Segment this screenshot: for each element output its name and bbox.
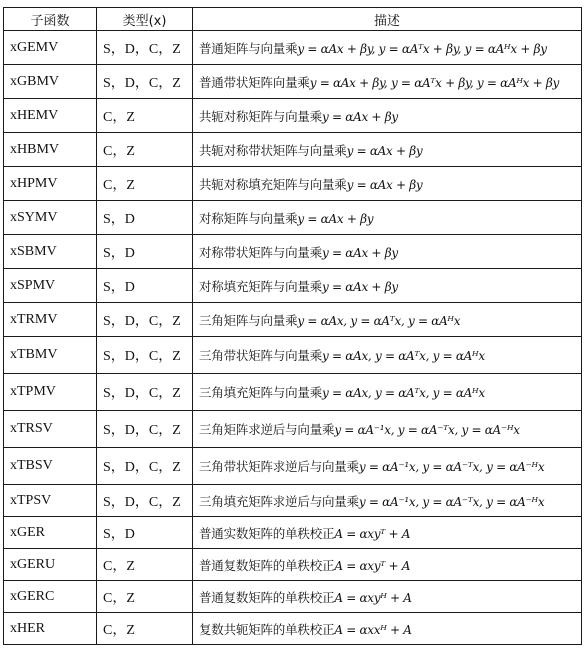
table-row bbox=[4, 374, 582, 411]
desc-formula: y = αA⁻¹x, y = αA⁻ᵀx, y = αA⁻ᴴx bbox=[358, 460, 545, 474]
cell-name: xHER bbox=[4, 613, 97, 645]
table-row bbox=[4, 65, 582, 99]
cell-name: xGERC bbox=[4, 581, 97, 613]
desc-formula: y = αAx, y = αAᵀx, y = αAᴴx bbox=[322, 386, 485, 400]
desc-text: 普通复数矩阵的单秩校正 bbox=[199, 589, 335, 605]
cell-types: S，D bbox=[97, 269, 193, 303]
cell-desc bbox=[193, 31, 582, 65]
cell-name: xSPMV bbox=[4, 269, 97, 303]
desc-text: 共轭对称填充矩阵与向量乘 bbox=[199, 176, 347, 192]
table-row bbox=[4, 448, 582, 485]
desc-formula: y = αAx + βy, y = αAᵀx + βy, y = αAᴴx + βy bbox=[309, 75, 560, 90]
cell-types: C，Z bbox=[97, 99, 193, 133]
desc-formula: y = αAx + βy bbox=[346, 143, 423, 158]
desc-formula: y = αAx + βy bbox=[322, 245, 398, 260]
table-row bbox=[4, 517, 582, 549]
table-row bbox=[4, 99, 582, 133]
cell-desc bbox=[193, 374, 582, 411]
table-row bbox=[4, 235, 582, 269]
cell-name: xTBSV bbox=[4, 448, 97, 485]
desc-text: 普通实数矩阵的单秩校正 bbox=[199, 525, 335, 541]
table-row bbox=[4, 269, 582, 303]
cell-types: S，D，C，Z bbox=[97, 485, 193, 517]
cell-desc bbox=[193, 167, 582, 201]
cell-name: xSYMV bbox=[4, 201, 97, 235]
desc-formula: y = αAx + βy bbox=[297, 211, 374, 226]
cell-types: S，D，C，Z bbox=[97, 411, 193, 448]
table-row bbox=[4, 411, 582, 448]
cell-types: C，Z bbox=[97, 613, 193, 645]
cell-desc bbox=[193, 337, 582, 374]
cell-desc bbox=[193, 517, 582, 549]
table-row bbox=[4, 549, 582, 581]
cell-desc bbox=[193, 448, 582, 485]
cell-desc bbox=[193, 613, 582, 645]
cell-name: xGEMV bbox=[4, 31, 97, 65]
cell-types: S，D，C，Z bbox=[97, 448, 193, 485]
cell-name: xTRSV bbox=[4, 411, 97, 448]
cell-name: xTPMV bbox=[4, 374, 97, 411]
cell-types: S，D，C，Z bbox=[97, 31, 193, 65]
cell-desc bbox=[193, 549, 582, 581]
desc-text: 对称带状矩阵与向量乘 bbox=[199, 244, 323, 260]
cell-types: S，D，C，Z bbox=[97, 303, 193, 337]
header-name: 子函数 bbox=[4, 8, 97, 31]
header-type: 类型(x) bbox=[97, 8, 193, 31]
cell-desc bbox=[193, 269, 582, 303]
cell-name: xTPSV bbox=[4, 485, 97, 517]
cell-types: S，D bbox=[97, 201, 193, 235]
desc-formula: y = αAx + βy bbox=[346, 177, 423, 192]
desc-formula: A = αxyᵀ + A bbox=[334, 526, 411, 541]
cell-name: xGERU bbox=[4, 549, 97, 581]
table-row bbox=[4, 303, 582, 337]
desc-text: 对称填充矩阵与向量乘 bbox=[199, 278, 323, 294]
table-row bbox=[4, 581, 582, 613]
table-row bbox=[4, 337, 582, 374]
cell-name: xTBMV bbox=[4, 337, 97, 374]
desc-formula: y = αAx, y = αAᵀx, y = αAᴴx bbox=[297, 313, 461, 328]
cell-desc bbox=[193, 99, 582, 133]
cell-types: S，D，C，Z bbox=[97, 65, 193, 99]
desc-text: 三角矩阵与向量乘 bbox=[199, 312, 298, 328]
cell-desc bbox=[193, 235, 582, 269]
cell-desc bbox=[193, 303, 582, 337]
cell-name: xHEMV bbox=[4, 99, 97, 133]
cell-desc bbox=[193, 65, 582, 99]
blas-level2-table bbox=[3, 7, 582, 645]
desc-formula: y = αAx + βy bbox=[322, 279, 398, 294]
cell-name: xHBMV bbox=[4, 133, 97, 167]
desc-text: 普通矩阵与向量乘 bbox=[199, 40, 298, 56]
cell-types: S，D bbox=[97, 235, 193, 269]
desc-text: 复数共轭矩阵的单秩校正 bbox=[199, 621, 335, 637]
cell-types: S，D，C，Z bbox=[97, 374, 193, 411]
desc-formula: A = αxyᵀ + A bbox=[334, 558, 411, 573]
cell-name: xTRMV bbox=[4, 303, 97, 337]
desc-formula: y = αAx + βy bbox=[322, 109, 398, 124]
desc-formula: y = αAx + βy, y = αAᵀx + βy, y = αAᴴx + βy bbox=[297, 41, 547, 56]
table-row bbox=[4, 201, 582, 235]
desc-formula: A = αxyᴴ + A bbox=[334, 590, 412, 605]
table-row bbox=[4, 485, 582, 517]
header-row bbox=[4, 8, 582, 31]
table-row bbox=[4, 31, 582, 65]
desc-text: 普通复数矩阵的单秩校正 bbox=[199, 557, 335, 573]
desc-formula: y = αAx, y = αAᵀx, y = αAᴴx bbox=[322, 349, 485, 363]
cell-types: C，Z bbox=[97, 549, 193, 581]
desc-text: 三角填充矩阵与向量乘 bbox=[199, 385, 323, 400]
header-desc: 描述 bbox=[193, 8, 582, 31]
desc-text: 共轭对称矩阵与向量乘 bbox=[199, 108, 323, 124]
cell-types: C，Z bbox=[97, 167, 193, 201]
desc-text: 三角矩阵求逆后与向量乘 bbox=[199, 422, 335, 437]
cell-desc bbox=[193, 201, 582, 235]
cell-types: C，Z bbox=[97, 581, 193, 613]
table-container bbox=[3, 7, 581, 645]
desc-text: 普通带状矩阵向量乘 bbox=[199, 74, 310, 90]
cell-name: xHPMV bbox=[4, 167, 97, 201]
cell-name: xGBMV bbox=[4, 65, 97, 99]
table-row bbox=[4, 167, 582, 201]
cell-desc bbox=[193, 485, 582, 517]
cell-types: C，Z bbox=[97, 133, 193, 167]
cell-types: S，D，C，Z bbox=[97, 337, 193, 374]
desc-formula: y = αA⁻¹x, y = αA⁻ᵀx, y = αA⁻ᴴx bbox=[334, 423, 520, 437]
desc-text: 三角带状矩阵与向量乘 bbox=[199, 348, 323, 363]
desc-text: 对称矩阵与向量乘 bbox=[199, 210, 298, 226]
cell-desc bbox=[193, 411, 582, 448]
desc-text: 三角带状矩阵求逆后与向量乘 bbox=[199, 459, 359, 474]
cell-desc bbox=[193, 581, 582, 613]
desc-formula: y = αA⁻¹x, y = αA⁻ᵀx, y = αA⁻ᴴx bbox=[358, 494, 545, 509]
table-row bbox=[4, 613, 582, 645]
cell-desc bbox=[193, 133, 582, 167]
desc-text: 共轭对称带状矩阵与向量乘 bbox=[199, 142, 347, 158]
desc-text: 三角填充矩阵求逆后与向量乘 bbox=[199, 493, 359, 509]
cell-name: xSBMV bbox=[4, 235, 97, 269]
cell-name: xGER bbox=[4, 517, 97, 549]
table-row bbox=[4, 133, 582, 167]
desc-formula: A = αxxᴴ + A bbox=[334, 622, 412, 637]
cell-types: S，D bbox=[97, 517, 193, 549]
